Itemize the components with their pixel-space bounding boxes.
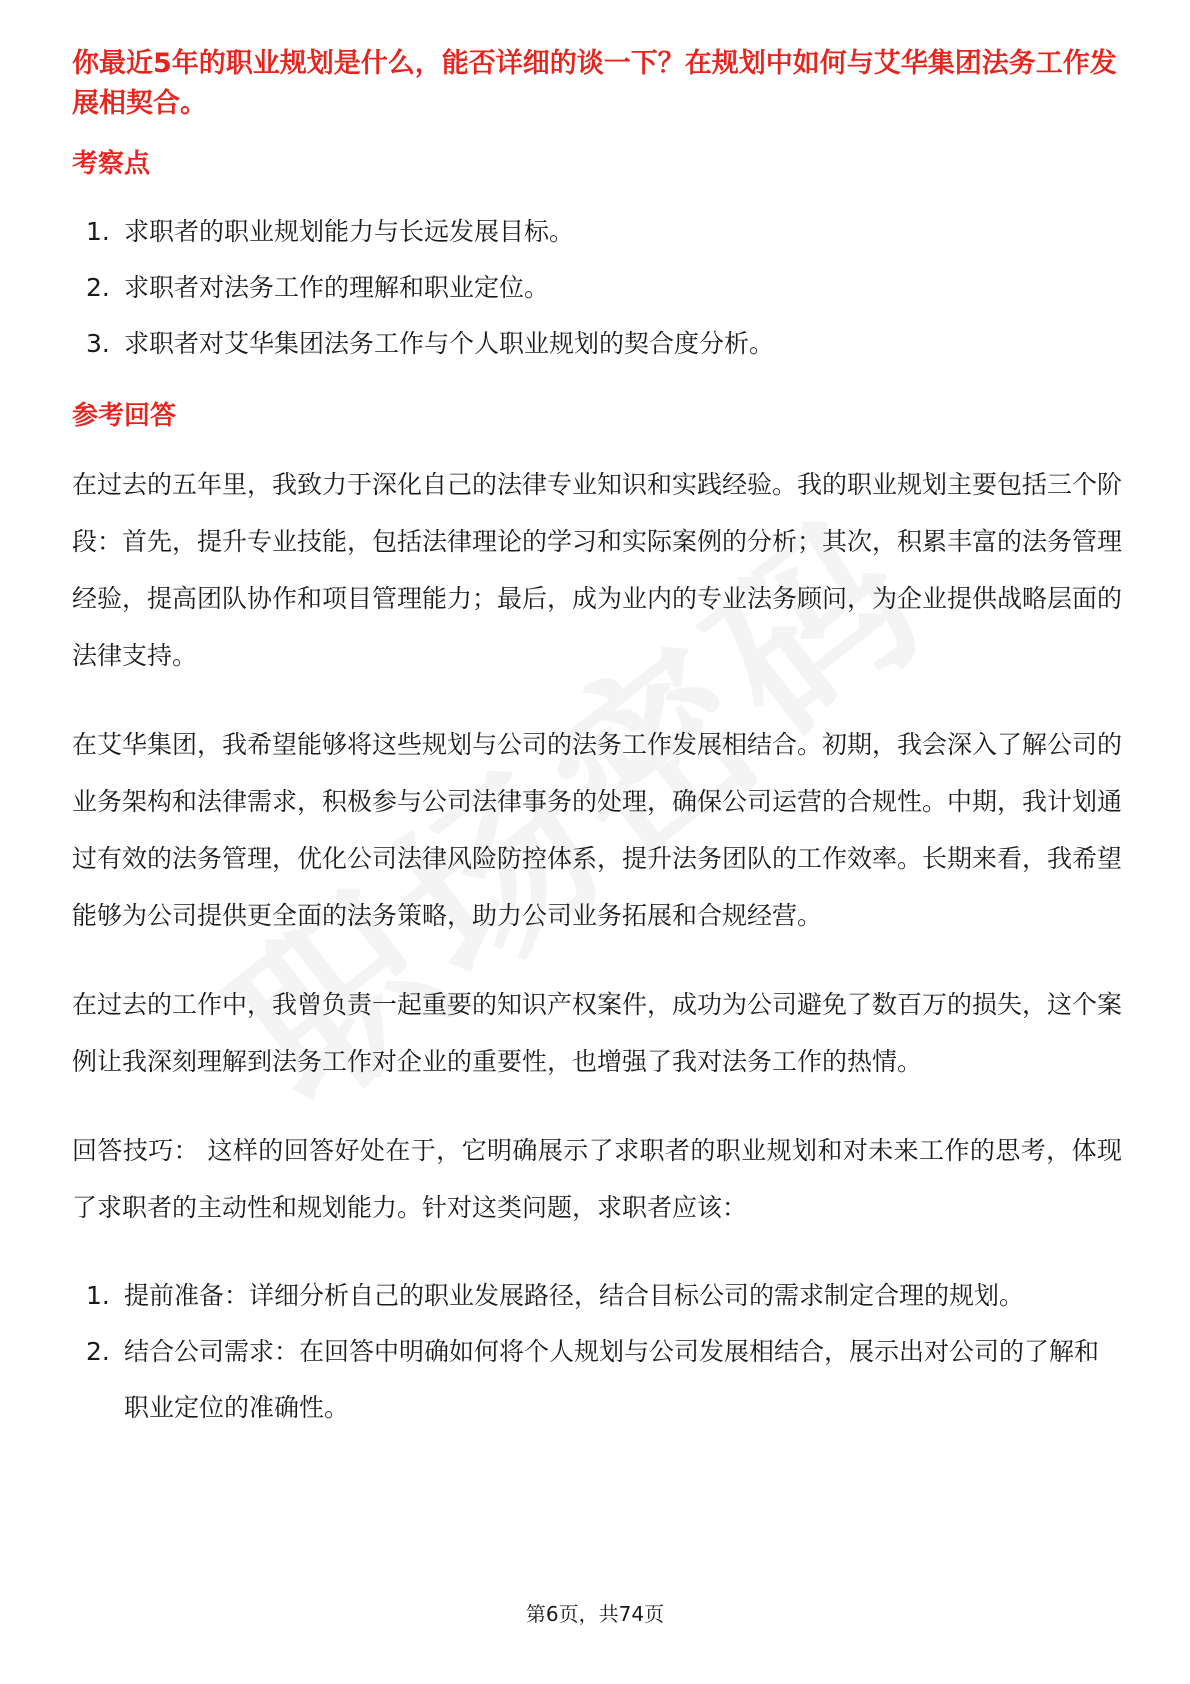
- page-content: [72, 44, 1122, 1462]
- list-item: [72, 204, 1122, 260]
- page-number: 第6页，共74页: [525, 1602, 665, 1626]
- focus-points-heading: 考察点: [72, 149, 151, 179]
- answer-tips-list: [72, 1268, 1122, 1436]
- list-item-number: 2.: [86, 1337, 110, 1366]
- list-item-number: 2.: [86, 273, 110, 302]
- question-title: 你最近5年的职业规划是什么，能否详细的谈一下？在规划中如何与艾华集团法务工作发展相契合。: [72, 48, 1117, 119]
- focus-points-list: [72, 204, 1122, 372]
- list-item-text: 求职者对法务工作的理解和职业定位。: [124, 273, 550, 302]
- list-item: [72, 316, 1122, 372]
- answer-paragraph: 在艾华集团，我希望能够将这些规划与公司的法务工作发展相结合。初期，我会深入了解公司的业务架构和法律需求，积极参与公司法律事务的处理，确保公司运营的合规性。中期，我计划通过有效的法务管理，优化公司法律风险防控体系，提升法务团队的工作效率。长期来看，我希望能够为公司提供更全面的法务策略，助力公司业务拓展和合规经营。: [72, 730, 1123, 930]
- answer-paragraph: 在过去的工作中，我曾负责一起重要的知识产权案件，成功为公司避免了数百万的损失，这个案例让我深刻理解到法务工作对企业的重要性，也增强了我对法务工作的热情。: [72, 990, 1123, 1076]
- list-item: [72, 260, 1122, 316]
- list-item-text: 结合公司需求：在回答中明确如何将个人规划与公司发展相结合，展示出对公司的了解和职业定位的准确性。: [124, 1337, 1100, 1422]
- answer-tips-intro: 回答技巧： 这样的回答好处在于，它明确展示了求职者的职业规划和对未来工作的思考，体现了求职者的主动性和规划能力。针对这类问题，求职者应该：: [72, 1136, 1122, 1222]
- list-item-text: 提前准备：详细分析自己的职业发展路径，结合目标公司的需求制定合理的规划。: [124, 1281, 1025, 1310]
- list-item-number: 1.: [86, 217, 110, 246]
- list-item: [72, 1268, 1122, 1324]
- reference-answer-heading: 参考回答: [72, 401, 177, 431]
- list-item-number: 1.: [86, 1281, 110, 1310]
- list-item-text: 求职者的职业规划能力与长远发展目标。: [124, 217, 575, 246]
- answer-paragraph: 在过去的五年里，我致力于深化自己的法律专业知识和实践经验。我的职业规划主要包括三个阶段：首先，提升专业技能，包括法律理论的学习和实际案例的分析；其次，积累丰富的法务管理经验，提高团队协作和项目管理能力；最后，成为业内的专业法务顾问，为企业提供战略层面的法律支持。: [72, 470, 1123, 670]
- list-item: [72, 1324, 1122, 1436]
- list-item-text: 求职者对艾华集团法务工作与个人职业规划的契合度分析。: [124, 329, 775, 358]
- list-item-number: 3.: [86, 329, 110, 358]
